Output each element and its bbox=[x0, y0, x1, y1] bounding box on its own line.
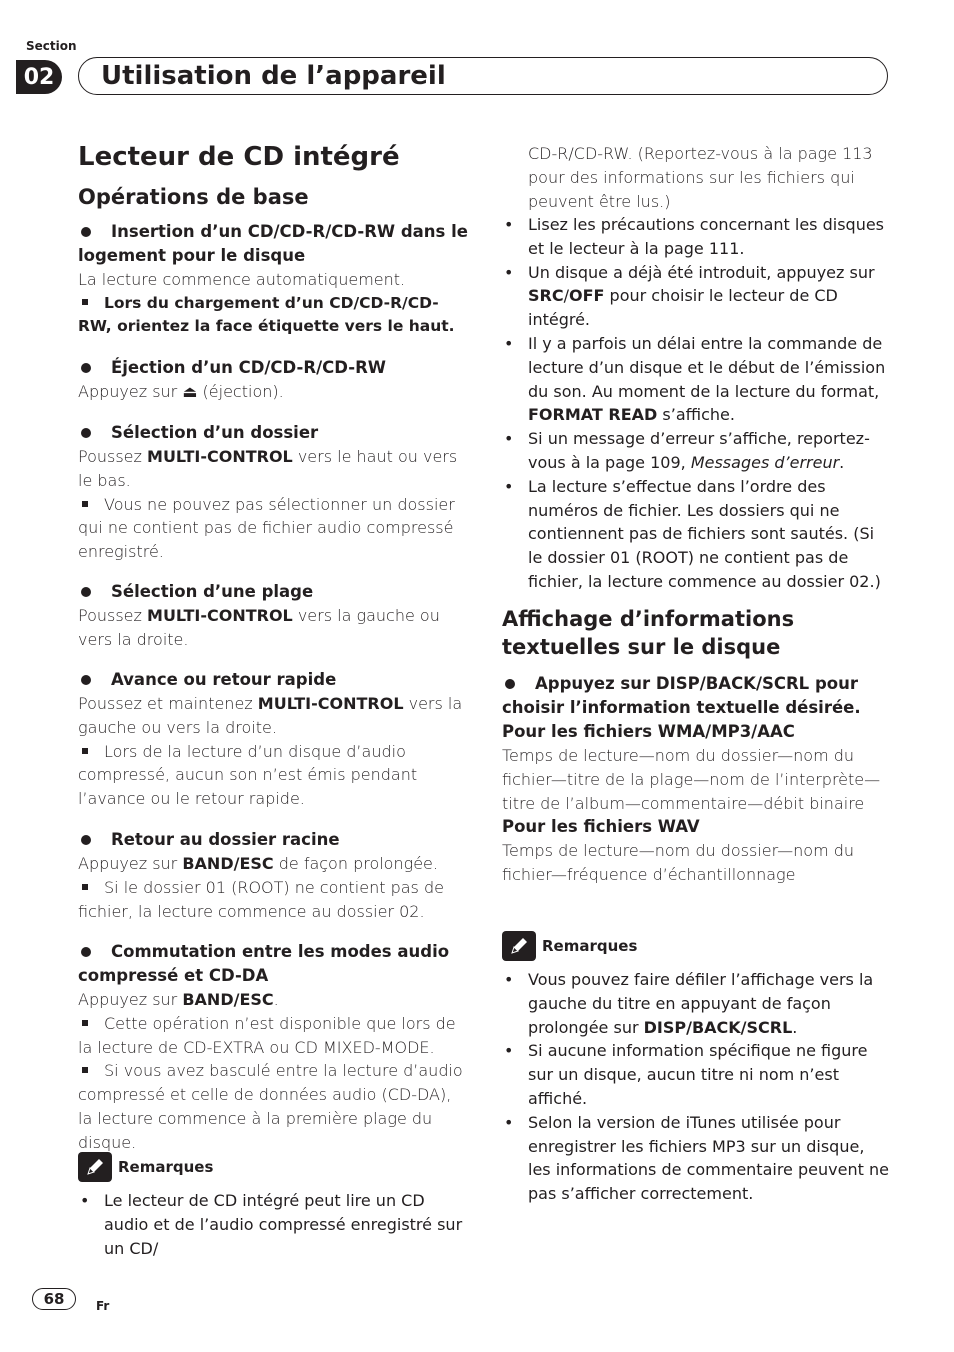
remarks-label: Remarques bbox=[118, 1158, 214, 1176]
section-label: Section bbox=[26, 39, 77, 53]
wav-heading: Pour les fichiers WAV bbox=[502, 817, 700, 837]
block-track-select bbox=[78, 580, 468, 652]
block-ejection bbox=[78, 356, 468, 404]
bullet-heading: Sélection d’un dossier bbox=[111, 423, 319, 442]
square-bullet-icon bbox=[82, 1020, 88, 1026]
bullet-heading: Retour au dossier racine bbox=[111, 830, 340, 849]
bullet-text: Poussez et maintenez MULTI-CONTROL vers la gauche ou vers la droite. bbox=[78, 694, 463, 737]
block-text-display bbox=[502, 672, 892, 887]
bullet-text: Poussez MULTI-CONTROL vers le haut ou vers le bas. bbox=[78, 447, 458, 490]
bullet-dot-icon bbox=[81, 363, 91, 373]
list-item: • La lecture s’effectue dans l’ordre des numéros de fichier. Les dossiers qui ne contiennent pas de fichiers sont sautés. (Si le dossier 01 (ROOT) ne contient pas de fichier, la lecture commence au dossier 02.) bbox=[502, 475, 892, 594]
list-item: • Selon la version de iTunes utilisée pour enregistrer les fichiers MP3 sur un disque, les informations de commentaire peuvent ne pas s’afficher correctement. bbox=[502, 1111, 892, 1206]
pencil-icon bbox=[78, 1152, 112, 1182]
square-bullet-icon bbox=[82, 884, 88, 890]
bullet-dot-icon bbox=[505, 679, 515, 689]
bullet-text: Appuyez sur BAND/ESC. bbox=[78, 990, 279, 1009]
bullet-heading: Éjection d’un CD/CD-R/CD-RW bbox=[111, 358, 386, 377]
bullet-heading: Sélection d’une plage bbox=[111, 582, 314, 601]
page-number: 68 bbox=[32, 1288, 76, 1310]
list-item: • Lisez les précautions concernant les disques et le lecteur à la page 111. bbox=[502, 213, 892, 261]
bullet-dot-icon bbox=[81, 587, 91, 597]
list-item: • Le lecteur de CD intégré peut lire un CD audio et de l’audio compressé enregistré sur un CD/ bbox=[78, 1189, 468, 1260]
bullet-heading: Insertion d’un CD/CD-R/CD-RW dans le logement pour le disque bbox=[78, 222, 468, 265]
list-item: • Un disque a déjà été introduit, appuyez sur SRC/OFF pour choisir le lecteur de CD intégré. bbox=[502, 261, 892, 332]
bullet-text: Poussez MULTI-CONTROL vers la gauche ou vers la droite. bbox=[78, 606, 440, 649]
block-fast-forward bbox=[78, 668, 468, 811]
wav-text: Temps de lecture—nom du dossier—nom du fichier—fréquence d’échantillonnage bbox=[502, 841, 855, 885]
remarks-label: Remarques bbox=[542, 937, 638, 955]
bullet-heading: Avance ou retour rapide bbox=[111, 670, 337, 689]
bullet-list bbox=[502, 213, 892, 594]
eject-icon: ⏏ bbox=[182, 382, 198, 401]
bullet-text: Appuyez sur ⏏ (éjection). bbox=[78, 382, 284, 401]
chapter-title: Utilisation de l’appareil bbox=[101, 61, 446, 91]
subsection-title: Affichage d’informations textuelles sur le disque bbox=[502, 607, 795, 659]
list-item: • Si aucune information spécifique ne figure sur un disque, aucun titre ni nom n’est affiché. bbox=[502, 1039, 892, 1110]
bullet-heading: Commutation entre les modes audio compressé et CD-DA bbox=[78, 942, 450, 985]
square-bullet-icon bbox=[82, 299, 88, 305]
section-number-badge: 02 bbox=[16, 60, 62, 94]
bullet-dot-icon bbox=[81, 675, 91, 685]
remarks-list bbox=[502, 968, 892, 1206]
block-folder-select bbox=[78, 421, 468, 564]
block-mode-switch bbox=[78, 940, 468, 1155]
page-title: Lecteur de CD intégré bbox=[78, 142, 400, 172]
bullet-dot-icon bbox=[81, 947, 91, 957]
bullet-dot-icon bbox=[81, 428, 91, 438]
note-text: Si le dossier 01 (ROOT) ne contient pas de fichier, la lecture commence au dossier 02. bbox=[78, 877, 444, 921]
bullet-text: La lecture commence automatiquement. bbox=[78, 270, 406, 289]
remarks-list bbox=[78, 1189, 468, 1260]
list-item: • Vous pouvez faire défiler l’affichage vers la gauche du titre en appuyant de façon prolongée sur DISP/BACK/SCRL. bbox=[502, 968, 892, 1039]
list-item: • Si un message d’erreur s’affiche, reportez-vous à la page 109, Messages d’erreur. bbox=[502, 427, 892, 475]
language-label: Fr bbox=[96, 1299, 110, 1313]
note-text: Vous ne pouvez pas sélectionner un dossier qui ne contient pas de fichier audio compressé enregistré. bbox=[78, 494, 455, 562]
continued-text: CD-R/CD-RW. (Reportez-vous à la page 113 pour des informations sur les fichiers qui peuvent être lus.) bbox=[528, 144, 873, 211]
block-root-folder bbox=[78, 828, 468, 923]
remarks-heading bbox=[502, 931, 637, 961]
note-text: Si vous avez basculé entre la lecture d’audio compressé et celle de données audio (CD-DA), la lecture commence à la première plage du disque. bbox=[78, 1061, 463, 1152]
bullet-heading: Appuyez sur DISP/BACK/SCRL pour choisir l’information textuelle désirée. bbox=[502, 674, 861, 717]
note-text: Cette opération n’est disponible que lors de la lecture de CD-EXTRA ou CD MIXED-MODE. bbox=[78, 1013, 456, 1057]
subsection-title: Opérations de base bbox=[78, 185, 309, 209]
note-text: Lors du chargement d’un CD/CD-R/CD-RW, orientez la face étiquette vers le haut. bbox=[78, 293, 455, 335]
square-bullet-icon bbox=[82, 748, 88, 754]
square-bullet-icon bbox=[82, 501, 88, 507]
pencil-icon bbox=[502, 931, 536, 961]
wma-text: Temps de lecture—nom du dossier—nom du fichier—titre de la plage—nom de l’interprète—titre de l’album—commentaire—débit binaire bbox=[502, 746, 881, 813]
remarks-heading bbox=[78, 1152, 213, 1182]
wma-heading: Pour les fichiers WMA/MP3/AAC bbox=[502, 722, 795, 741]
block-insertion bbox=[78, 220, 468, 338]
bullet-dot-icon bbox=[81, 227, 91, 237]
bullet-text: Appuyez sur BAND/ESC de façon prolongée. bbox=[78, 854, 438, 873]
square-bullet-icon bbox=[82, 1067, 88, 1073]
list-item: • Il y a parfois un délai entre la commande de lecture d’un disque et le début de l’émission du son. Au moment de la lecture du format, FORMAT READ s’affiche. bbox=[502, 332, 892, 427]
bullet-dot-icon bbox=[81, 835, 91, 845]
note-text: Lors de la lecture d’un disque d’audio compressé, aucun son n’est émis pendant l’avance ou le retour rapide. bbox=[78, 741, 418, 809]
chapter-header-bar bbox=[78, 57, 888, 95]
